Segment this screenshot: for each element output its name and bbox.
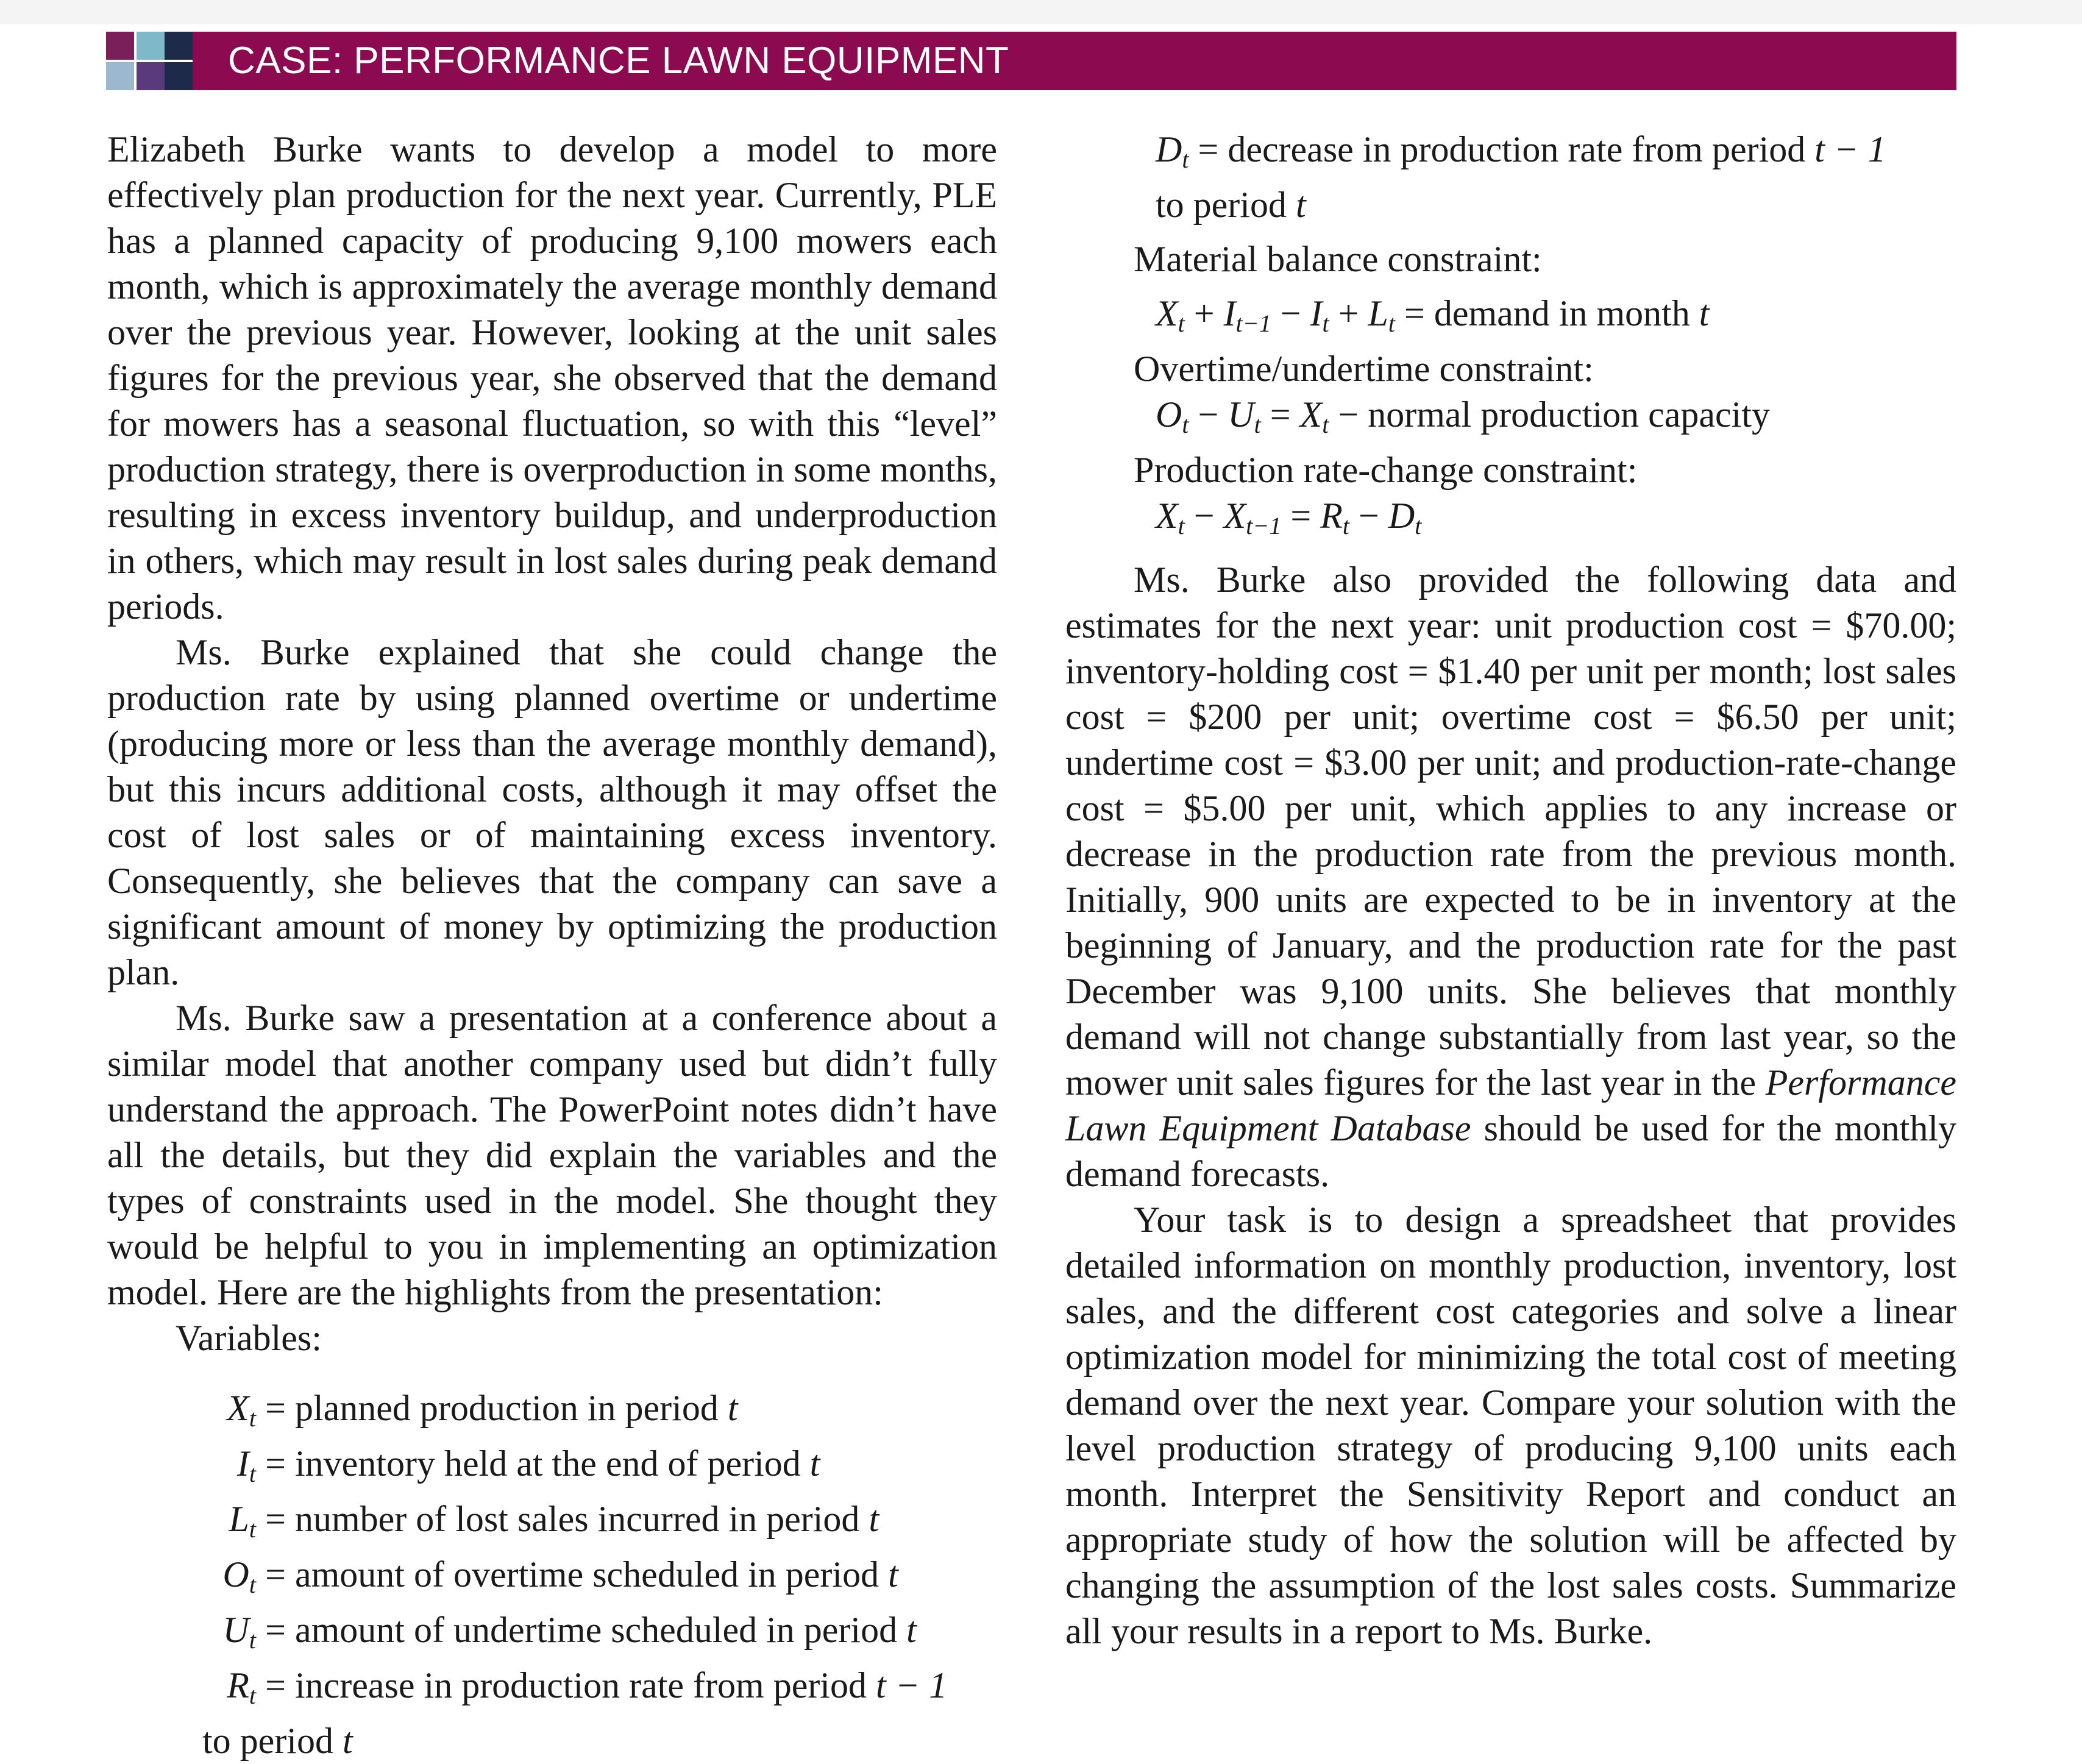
variable-row-r: $R_t$ = increase in production rate from period t − 1 — [202, 1663, 997, 1718]
overtime-constraint-equation: $O_t - U_t = X_t$ − normal production capacity — [1156, 394, 1771, 438]
square-4 — [106, 62, 134, 90]
presentation-paragraph: Ms. Burke saw a presentation at a conference about a similar model that another company used but didn’t fully understand the approach. The PowerPoint notes didn’t have all the details, but they did explain the variables and the types of constraints used in the model. She thought they would be helpful to you in implementing an optimization model. Here are the highlights from the presentation: — [107, 998, 997, 1312]
square-6 — [165, 62, 193, 90]
decorative-squares-icon — [106, 32, 193, 90]
variables-heading: Variables: — [176, 1318, 322, 1358]
task-paragraph: Your task is to design a spreadsheet that provides detailed information on monthly production, inventory, lost sales, and the different cost categories and solve a linear optimization model for minimizing the total cost of meeting demand over the next year. Compare your solution with the level production strategy of producing 9,100 units each month. Interpret the Sensitivity Report and conduct an appropriate study of how the solution will be affected by changing the assumption of the lost sales costs. Summarize all your results in a report to Ms. Burke. — [1065, 1200, 1956, 1651]
intro-paragraph: Elizabeth Burke wants to develop a model to more effectively plan production for the next year. Currently, PLE has a planned capacity of producing 9,100 mowers each month, which is approximately the average monthly demand over the previous year. However, looking at the unit sales figures for the previous year, she observed that the demand for mowers has a seasonal fluctuation, so with this “level” production strategy, there is overproduction in some months, resulting in excess inventory buildup, and underproduction in others, which may result in lost sales during peak demand periods. — [107, 129, 997, 627]
data-estimates-paragraph: Ms. Burke also provided the following data and estimates for the next year: unit production cost = $70.00; inventory-holding cost = $1.40 per unit per month; lost sales cost = $200 per unit; overtime cost = $6.50 per unit; undertime cost = $3.00 per unit; and production-rate-change cost = $5.00 per unit, which applies to any increase or decrease in the production rate from the previous month. Initially, 900 units are expected to be in inventory at the beginning of January, and the production rate for the past December was 9,100 units. She believes that monthly demand will not change substantially from last year, so the mower unit sales figures for the last year in the Performance Lawn Equipment Database should be used for the monthly demand forecasts. — [1065, 560, 1956, 1194]
variable-symbol: $X_t$ — [227, 1388, 256, 1432]
variable-row-d: $D_t$ = decrease in production rate from period t − 1 — [1156, 129, 1886, 173]
variable-symbol: $L_t$ — [229, 1499, 256, 1543]
rate-change-label: Production rate-change constraint: — [1134, 450, 1638, 490]
variable-r-continuation: to period t — [202, 1721, 353, 1761]
case-title: CASE: PERFORMANCE LAWN EQUIPMENT — [193, 32, 1956, 90]
database-name: Performance Lawn Equipment Database — [1065, 1062, 1956, 1148]
material-balance-equation: $X_t + I_{t-1} - I_t + L_t$ = demand in month t — [1156, 293, 1710, 337]
square-1 — [106, 32, 134, 60]
variable-symbol: $R_t$ — [227, 1665, 256, 1709]
case-header — [106, 32, 1956, 90]
left-column — [107, 127, 997, 1764]
square-5 — [137, 62, 165, 90]
variable-row-u: $U_t$ = amount of undertime scheduled in period t — [202, 1607, 997, 1663]
material-balance-label: Material balance constraint: — [1134, 239, 1542, 279]
variable-row-i: $I_t$ = inventory held at the end of period t — [202, 1441, 997, 1496]
overtime-paragraph: Ms. Burke explained that she could change the production rate by using planned overtime or undertime (producing more or less than the average monthly demand), but this incurs additional costs, although it may offset the cost of lost sales or of maintaining excess inventory. Consequently, she believes that the company can save a significant amount of money by optimizing the production plan. — [107, 632, 997, 992]
right-column — [1065, 127, 1956, 1654]
variables-list — [202, 1385, 997, 1718]
square-3 — [165, 32, 193, 60]
variable-symbol: $O_t$ — [222, 1554, 256, 1598]
variable-row-x: $X_t$ = planned production in period t — [202, 1385, 997, 1441]
variable-row-l: $L_t$ = number of lost sales incurred in period t — [202, 1496, 997, 1552]
variable-symbol: $U_t$ — [222, 1610, 256, 1654]
variable-d-continuation: to period t — [1156, 185, 1306, 225]
overtime-constraint-label: Overtime/undertime constraint: — [1134, 349, 1594, 389]
variable-row-o: $O_t$ = amount of overtime scheduled in period t — [202, 1552, 997, 1607]
top-strip — [0, 0, 2082, 24]
rate-change-equation: $X_t - X_{t-1} = R_t - D_t$ — [1156, 496, 1422, 539]
variable-symbol: $I_t$ — [236, 1443, 256, 1487]
square-2 — [137, 32, 165, 60]
